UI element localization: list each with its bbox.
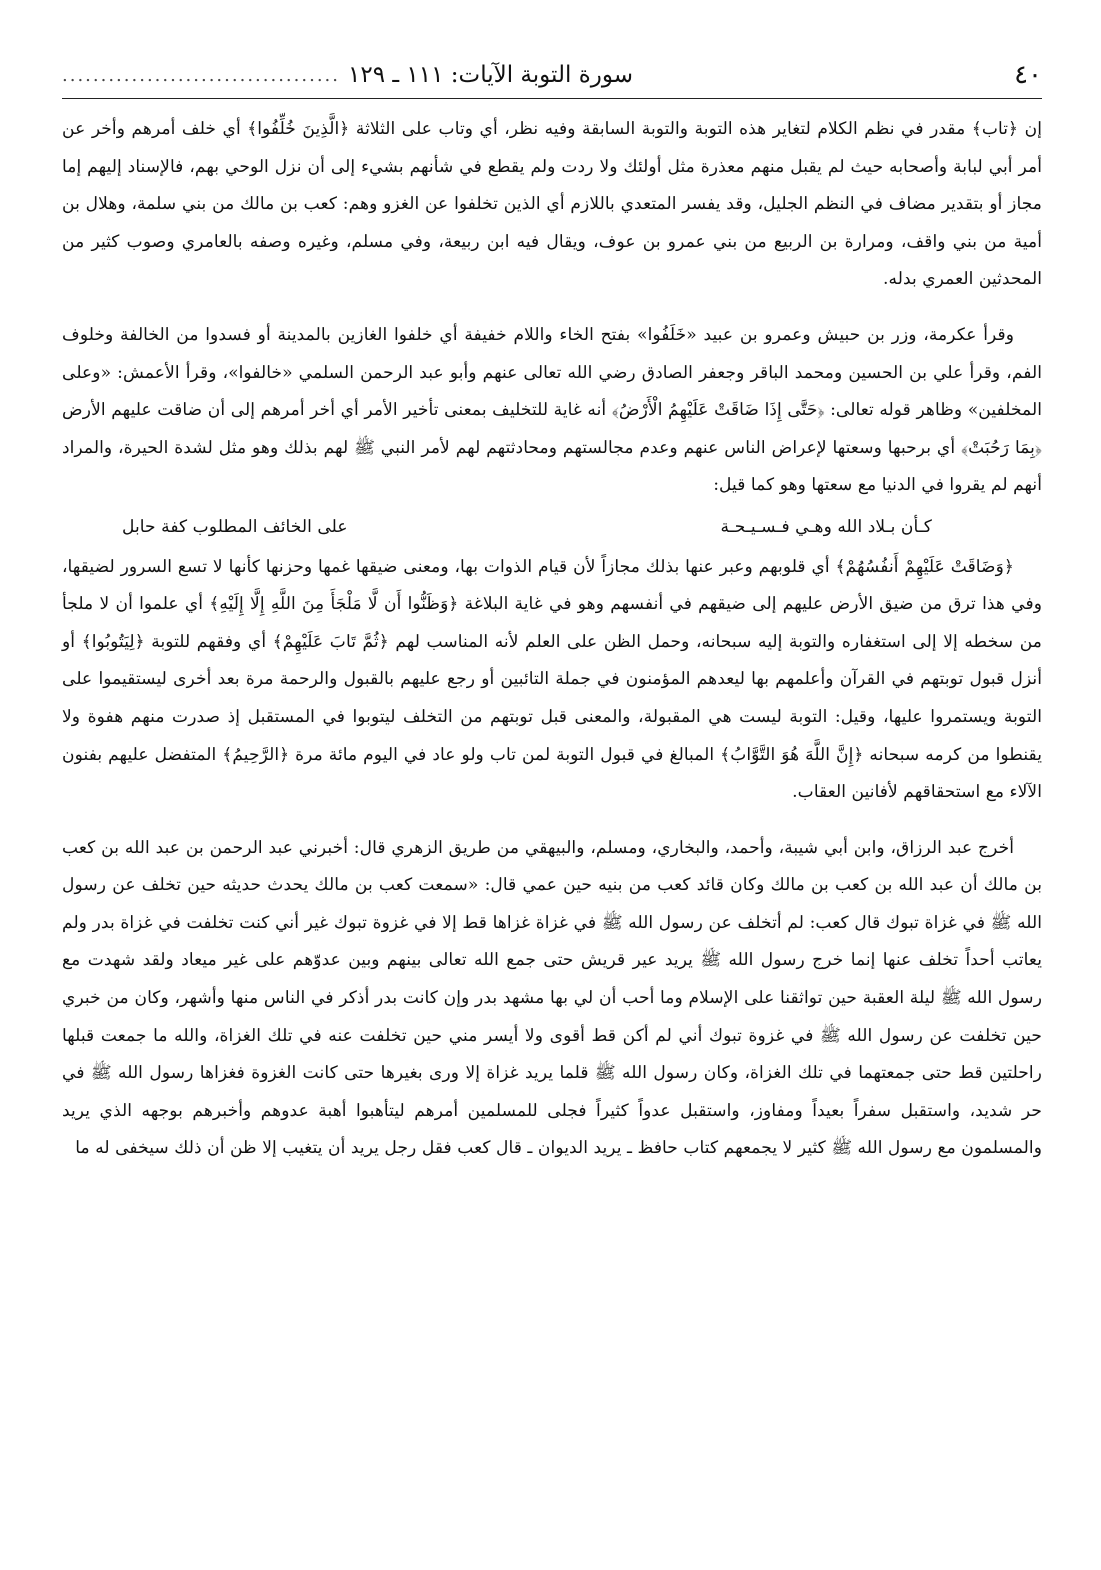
paragraph-3: ﴿وَضَاقَتْ عَلَيْهِمْ أَنفُسُهُمْ﴾ أي قلوبهم وعبر عنها بذلك مجازاً لأن قيام الذوات بها، ومعنى ضيقها غمها وحزنها كأنها لا تسع السرور لضيقها، وفي هذا ترق من ضيق الأرض عليهم إلى ضيقهم في أنفسهم وهو في غاية البلاغة ﴿وَظَنُّوا أَن لَّا مَلْجَأَ مِنَ اللَّهِ إِلَّا إِلَيْهِ﴾ أي علموا أن لا ملجأ من سخطه إلا إلى استغفاره والتوبة إليه سبحانه، وحمل الظن على العلم لأنه المناسب لهم ﴿ثُمَّ تَابَ عَلَيْهِمْ﴾ أي وفقهم للتوبة ﴿لِيَتُوبُوا﴾ أو أنزل قبول توبتهم في القرآن وأعلمهم بها ليعدهم المؤمنون في جملة التائبين أو رجع عليهم بالقبول والرحمة مرة بعد أخرى ليستقيموا على التوبة ويستمروا عليها، وقيل: التوبة ليست هي المقبولة، والمعنى قبل توبتهم من التخلف ليتوبوا في المستقبل إذ صدرت منهم هفوة ولا يقنطوا من كرمه سبحانه ﴿إِنَّ اللَّهَ هُوَ التَّوَّابُ﴾ المبالغ في قبول التوبة لمن تاب ولو عاد في اليوم مائة مرة ﴿الرَّحِيمُ﴾ المتفضل عليهم بفنون الآلاء مع استحقاقهم لأفانين العقاب. [62, 556, 1042, 803]
paragraph-2: وقرأ عكرمة، وزر بن حبيش وعمرو بن عبيد «خَلَفُوا» بفتح الخاء واللام خفيفة أي خلفوا الغازين بالمدينة أو فسدوا من الخالفة وخلوف الفم، وقرأ علي بن الحسين ومحمد الباقر وجعفر الصادق رضي الله تعالى عنهم وأبو عبد الرحمن السلمي «خالفوا»، وقرأ الأعمش: «وعلى المخلفين» وظاهر قوله تعالى: ﴿حَتَّى إِذَا ضَاقَتْ عَلَيْهِمُ الْأَرْضُ﴾ أنه غاية للتخليف بمعنى تأخير الأمر أي أخر أمرهم إلى أن ضاقت عليهم الأرض ﴿بِمَا رَحُبَتْ﴾ أي برحبها وسعتها لإعراض الناس عنهم وعدم مجالستهم ومحادثتهم لهم لأمر النبي ﷺ لهم بذلك وهو مثل لشدة الحيرة، والمراد أنهم لم يقروا في الدنيا مع سعتها وهو كما قيل: [62, 324, 1042, 496]
book-page [62, 52, 1042, 1552]
verse-first-hemistich: كـأن بـلاد الله وهـي فـسـيـحـة [720, 516, 932, 537]
poetry-verse [62, 509, 1042, 547]
verse-second-hemistich: على الخائف المطلوب كفة حابل [122, 516, 348, 537]
leader-dots: .................................... [62, 64, 340, 86]
page-number: ٤٠ [1014, 60, 1042, 90]
running-header [62, 52, 1042, 99]
header-title-wrap [62, 62, 633, 88]
paragraph-4: أخرج عبد الرزاق، وابن أبي شيبة، وأحمد، والبخاري، ومسلم، والبيهقي من طريق الزهري قال: أخبرني عبد الرحمن بن عبد الله بن كعب بن مالك أن عبد الله بن كعب بن مالك وكان قائد كعب من بنيه حين عمي قال: «سمعت كعب بن مالك يحدث حديثه حين تخلف عن رسول الله ﷺ في غزاة تبوك قال كعب: لم أتخلف عن رسول الله ﷺ في غزاة غزاها قط إلا في غزوة تبوك غير أني كنت تخلفت في غزاة بدر ولم يعاتب أحداً تخلف عنها إنما خرج رسول الله ﷺ يريد عير قريش حتى جمع الله تعالى بينهم وبين عدوّهم على غير ميعاد ولقد شهدت مع رسول الله ﷺ ليلة العقبة حين تواثقنا على الإسلام وما أحب أن لي بها مشهد بدر وإن كانت بدر أذكر في الناس منها وأشهر، وكان من خبري حين تخلفت عن رسول الله ﷺ في غزوة تبوك أني لم أكن قط أقوى ولا أيسر مني حين تخلفت عنه في تلك الغزاة، والله ما جمعت قبلها راحلتين قط حتى جمعتهما في تلك الغزاة، وكان رسول الله ﷺ قلما يريد غزاة إلا ورى بغيرها حتى كانت الغزوة فغزاها رسول الله ﷺ في حر شديد، واستقبل سفراً بعيداً ومفاوز، واستقبل عدواً كثيراً فجلى للمسلمين أمرهم ليتأهبوا أهبة عدوهم وأخبرهم بوجهه الذي يريد والمسلمون مع رسول الله ﷺ كثير لا يجمعهم كتاب حافظ ـ يريد الديوان ـ قال كعب فقل رجل يريد أن يتغيب إلا ظن أن ذلك سيخفى له ما [62, 837, 1042, 1159]
surah-title: سورة التوبة الآيات: ١١١ ـ ١٢٩ [347, 62, 633, 88]
paragraph-1: إن ﴿تاب﴾ مقدر في نظم الكلام لتغاير هذه التوبة والتوبة السابقة وفيه نظر، أي وتاب على الثلاثة ﴿الَّذِينَ خُلِّفُوا﴾ أي خلف أمرهم وأخر عن أمر أبي لبابة وأصحابه حيث لم يقبل منهم معذرة مثل أولئك ولا ردت ولم يقطع في شأنهم بشيء إلى أن نزل الوحي بهم، فالإسناد إليهم إما مجاز أو بتقدير مضاف في النظم الجليل، وقد يفسر المتعدي باللازم أي الذين تخلفوا عن الغزو وهم: كعب بن مالك من بني سلمة، وهلال بن أمية من بني واقف، ومرارة بن الربيع من بني عمرو بن عوف، ويقال فيه ابن ربيعة، وفي مسلم، وغيره وصفه بالعامري وصوب كثير من المحدثين العمري بدله. [62, 119, 1042, 290]
